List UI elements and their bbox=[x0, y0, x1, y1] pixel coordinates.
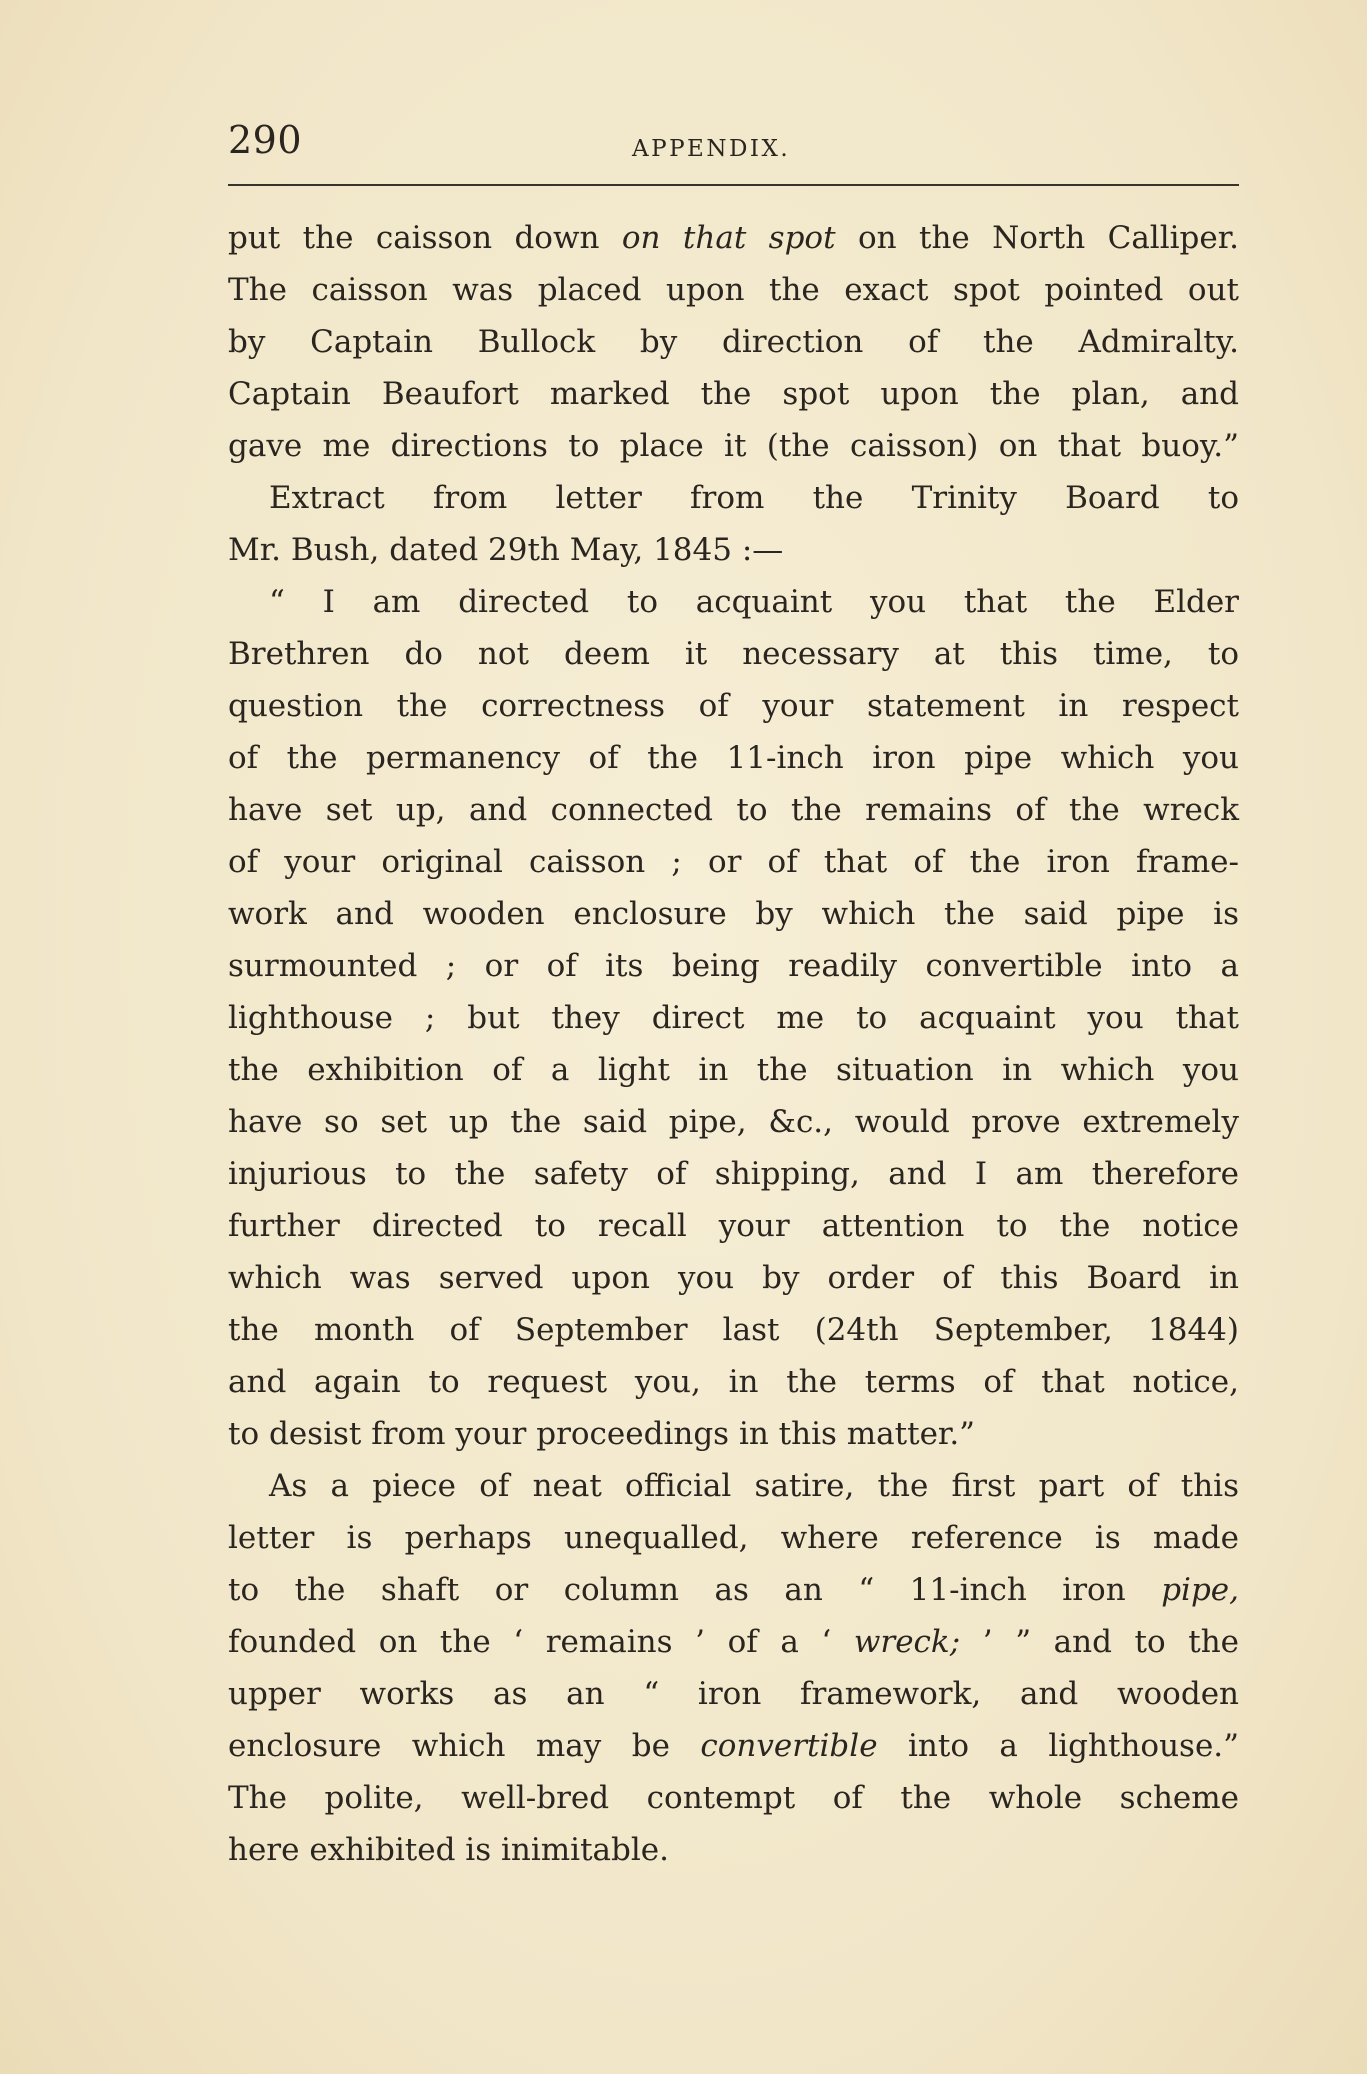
text-run: The polite, well-bred contempt of the whole scheme bbox=[228, 1780, 1239, 1816]
text-run: The caisson was placed upon the exact spot pointed out bbox=[228, 272, 1239, 308]
page-header bbox=[228, 118, 1239, 178]
text-line bbox=[228, 1512, 1239, 1564]
text-line bbox=[228, 1564, 1239, 1616]
text-line bbox=[228, 1252, 1239, 1304]
text-line bbox=[228, 1304, 1239, 1356]
text-line bbox=[228, 1408, 1239, 1460]
italic-text: on that spot bbox=[621, 220, 836, 256]
text-run: work and wooden enclosure by which the said pipe is bbox=[228, 896, 1239, 932]
text-line bbox=[228, 524, 1239, 576]
text-run: on the North Calliper. bbox=[835, 220, 1240, 256]
text-line bbox=[228, 576, 1239, 628]
text-line bbox=[228, 368, 1239, 420]
text-line bbox=[228, 784, 1239, 836]
text-line bbox=[228, 680, 1239, 732]
text-run: upper works as an “ iron framework, and wooden bbox=[228, 1676, 1239, 1712]
text-line bbox=[228, 420, 1239, 472]
text-line bbox=[228, 888, 1239, 940]
italic-text: pipe, bbox=[1161, 1572, 1239, 1608]
text-run: Mr. Bush, dated 29th May, 1845 :— bbox=[228, 532, 784, 568]
text-line bbox=[228, 1460, 1239, 1512]
text-line bbox=[228, 940, 1239, 992]
text-line bbox=[228, 1772, 1239, 1824]
page-number: 290 bbox=[228, 118, 303, 162]
text-line bbox=[228, 836, 1239, 888]
text-run: put the caisson down bbox=[228, 220, 622, 256]
text-run: Extract from letter from the Trinity Board to bbox=[269, 480, 1239, 516]
text-line bbox=[228, 1616, 1239, 1668]
text-run: enclosure which may be bbox=[228, 1728, 701, 1764]
header-rule bbox=[228, 184, 1239, 186]
text-run: Captain Beaufort marked the spot upon the plan, and bbox=[228, 376, 1239, 412]
italic-text: wreck; bbox=[853, 1624, 961, 1660]
text-line bbox=[228, 1720, 1239, 1772]
text-line bbox=[228, 212, 1239, 264]
text-run: ’ ” and to the bbox=[960, 1624, 1240, 1660]
text-run: of the permanency of the 11-inch iron pipe which you bbox=[228, 740, 1239, 776]
text-run: gave me directions to place it (the caisson) on that buoy.” bbox=[228, 428, 1239, 464]
body-text bbox=[228, 212, 1239, 1876]
text-run: Brethren do not deem it necessary at this time, to bbox=[228, 636, 1239, 672]
text-run: to desist from your proceedings in this matter.” bbox=[228, 1416, 976, 1452]
text-line bbox=[228, 1200, 1239, 1252]
text-line bbox=[228, 1044, 1239, 1096]
text-line bbox=[228, 472, 1239, 524]
text-line bbox=[228, 1356, 1239, 1408]
text-line bbox=[228, 1148, 1239, 1200]
text-run: founded on the ‘ remains ’ of a ‘ bbox=[228, 1624, 854, 1660]
text-run: and again to request you, in the terms of that notice, bbox=[228, 1364, 1239, 1400]
text-run: surmounted ; or of its being readily convertible into a bbox=[228, 948, 1239, 984]
text-run: further directed to recall your attention to the notice bbox=[228, 1208, 1239, 1244]
italic-text: convertible bbox=[700, 1728, 878, 1764]
text-run: have so set up the said pipe, &c., would prove extremely bbox=[228, 1104, 1239, 1140]
text-run: have set up, and connected to the remains of the wreck bbox=[228, 792, 1239, 828]
text-run: by Captain Bullock by direction of the Admiralty. bbox=[228, 324, 1239, 360]
text-run: “ I am directed to acquaint you that the Elder bbox=[269, 584, 1239, 620]
text-run: into a lighthouse.” bbox=[877, 1728, 1239, 1764]
text-line bbox=[228, 732, 1239, 784]
text-run: the month of September last (24th September, 1844) bbox=[228, 1312, 1239, 1348]
text-run: the exhibition of a light in the situation in which you bbox=[228, 1052, 1239, 1088]
text-run: to the shaft or column as an “ 11-inch iron bbox=[228, 1572, 1162, 1608]
text-run: As a piece of neat official satire, the first part of this bbox=[269, 1468, 1239, 1504]
text-run: lighthouse ; but they direct me to acquaint you that bbox=[228, 1000, 1239, 1036]
text-run: injurious to the safety of shipping, and I am therefore bbox=[228, 1156, 1239, 1192]
text-line bbox=[228, 628, 1239, 680]
text-run: here exhibited is inimitable. bbox=[228, 1832, 669, 1868]
text-line bbox=[228, 316, 1239, 368]
text-line bbox=[228, 1824, 1239, 1876]
running-head: APPENDIX. bbox=[632, 136, 791, 162]
text-line bbox=[228, 264, 1239, 316]
text-run: of your original caisson ; or of that of the iron frame- bbox=[228, 844, 1239, 880]
text-line bbox=[228, 1668, 1239, 1720]
text-run: which was served upon you by order of this Board in bbox=[228, 1260, 1239, 1296]
text-line bbox=[228, 1096, 1239, 1148]
text-line bbox=[228, 992, 1239, 1044]
text-run: question the correctness of your statement in respect bbox=[228, 688, 1239, 724]
text-run: letter is perhaps unequalled, where reference is made bbox=[228, 1520, 1239, 1556]
